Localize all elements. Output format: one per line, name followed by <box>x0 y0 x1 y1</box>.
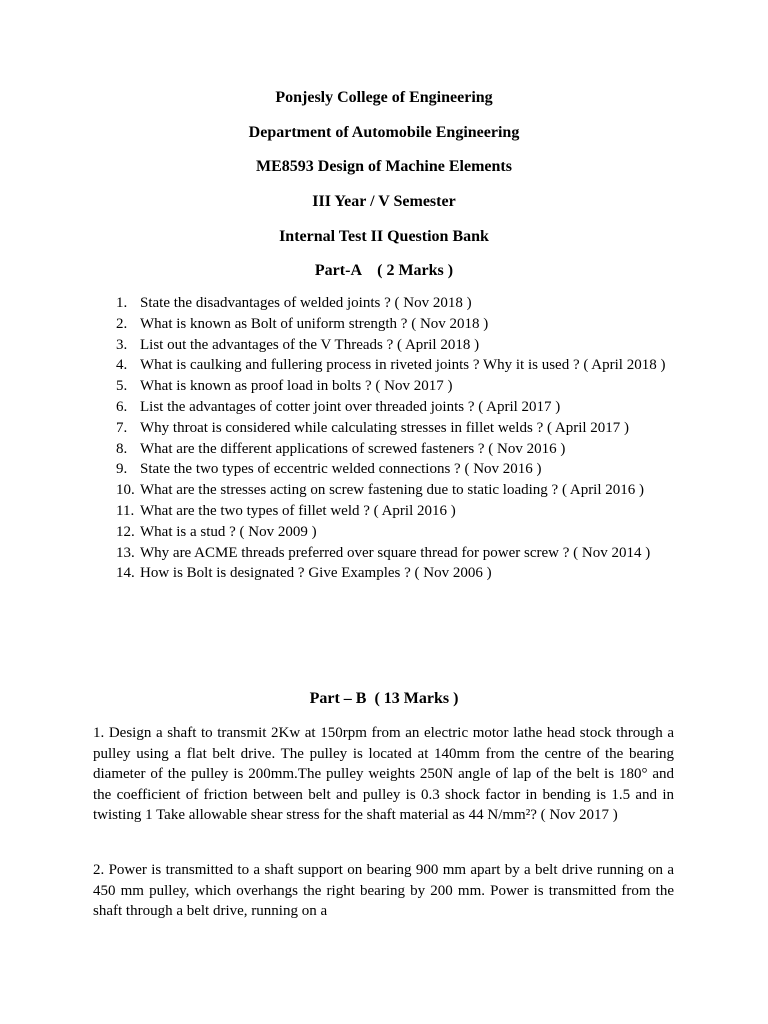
part-a-question <box>116 501 676 522</box>
question-text: State the disadvantages of welded joints ? ( Nov 2018 ) <box>140 295 472 311</box>
part-a-question <box>116 293 676 314</box>
question-number: 12. <box>116 523 135 540</box>
part-b-question-1: 1. Design a shaft to transmit 2Kw at 150rpm from an electric motor lathe head stock through a pulley using a flat belt drive. The pulley is located at 140mm from the centre of the bearing diameter of the pulley is 200mm.The pulley weights 250N angle of lap of the belt is 180° and the coefficient of friction between belt and pulley is 0.3 shock factor in bending is 1.5 and in twisting 1 Take allowable shear stress for the shaft material as 44 N/mm²? ( Nov 2017 ) <box>93 725 674 823</box>
question-number: 2. <box>116 315 128 332</box>
part-b-title: Part – B ( 13 Marks ) <box>309 690 459 707</box>
part-a-question <box>116 314 676 335</box>
part-a-title: Part-A ( 2 Marks ) <box>314 262 454 279</box>
college-name: Ponjesly College of Engineering <box>275 89 493 106</box>
question-number: 11. <box>116 502 135 519</box>
question-number: 8. <box>116 440 128 457</box>
question-text: List out the advantages of the V Threads ? ( April 2018 ) <box>140 336 480 353</box>
part-a-question <box>116 522 676 543</box>
question-number: 14. <box>116 565 135 582</box>
question-text: What are the different applications of screwed fasteners ? ( Nov 2016 ) <box>140 440 566 457</box>
question-text: What is a stud ? ( Nov 2009 ) <box>140 523 317 540</box>
part-a-question-list <box>116 293 676 584</box>
question-number: 5. <box>116 378 128 395</box>
question-text: How is Bolt is designated ? Give Examples ? ( Nov 2006 ) <box>140 565 492 582</box>
question-number: 1. <box>116 295 128 311</box>
course-title: ME8593 Design of Machine Elements <box>256 158 512 175</box>
question-number: 10. <box>116 482 135 499</box>
part-a-question <box>116 418 676 439</box>
part-a-question <box>116 397 676 418</box>
part-a-question <box>116 355 676 376</box>
part-b-question-2: 2. Power is transmitted to a shaft support on bearing 900 mm apart by a belt drive running on a 450 mm pulley, which overhangs the right bearing by 200 mm. Power is transmitted from the shaft through a belt drive, running on a <box>93 862 674 919</box>
department-name: Department of Automobile Engineering <box>248 124 520 141</box>
question-number: 4. <box>116 357 128 374</box>
question-text: List the advantages of cotter joint over threaded joints ? ( April 2017 ) <box>140 398 561 415</box>
year-semester: III Year / V Semester <box>312 193 456 210</box>
question-text: What is known as Bolt of uniform strength ? ( Nov 2018 ) <box>140 315 489 332</box>
question-text: Why throat is considered while calculating stresses in fillet welds ? ( April 2017 ) <box>140 419 630 436</box>
part-a-question <box>116 543 676 564</box>
question-number: 13. <box>116 544 135 561</box>
question-number: 3. <box>116 336 128 353</box>
part-a-question <box>116 480 676 501</box>
question-number: 9. <box>116 461 128 478</box>
part-a-question <box>116 376 676 397</box>
part-a-question <box>116 335 676 356</box>
question-text: What is caulking and fullering process in riveted joints ? Why it is used ? ( April 2018 ) <box>140 357 666 374</box>
question-text: What are the stresses acting on screw fastening due to static loading ? ( April 2016 ) <box>140 482 645 499</box>
part-a-question <box>116 563 676 584</box>
test-title: Internal Test II Question Bank <box>279 228 489 245</box>
question-text: State the two types of eccentric welded connections ? ( Nov 2016 ) <box>140 461 542 478</box>
part-a-question <box>116 459 676 480</box>
question-text: What is known as proof load in bolts ? ( Nov 2017 ) <box>140 378 453 395</box>
question-text: Why are ACME threads preferred over square thread for power screw ? ( Nov 2014 ) <box>140 544 651 561</box>
question-text: What are the two types of fillet weld ? ( April 2016 ) <box>140 502 456 519</box>
question-number: 6. <box>116 398 128 415</box>
question-number: 7. <box>116 419 128 436</box>
part-a-question <box>116 439 676 460</box>
